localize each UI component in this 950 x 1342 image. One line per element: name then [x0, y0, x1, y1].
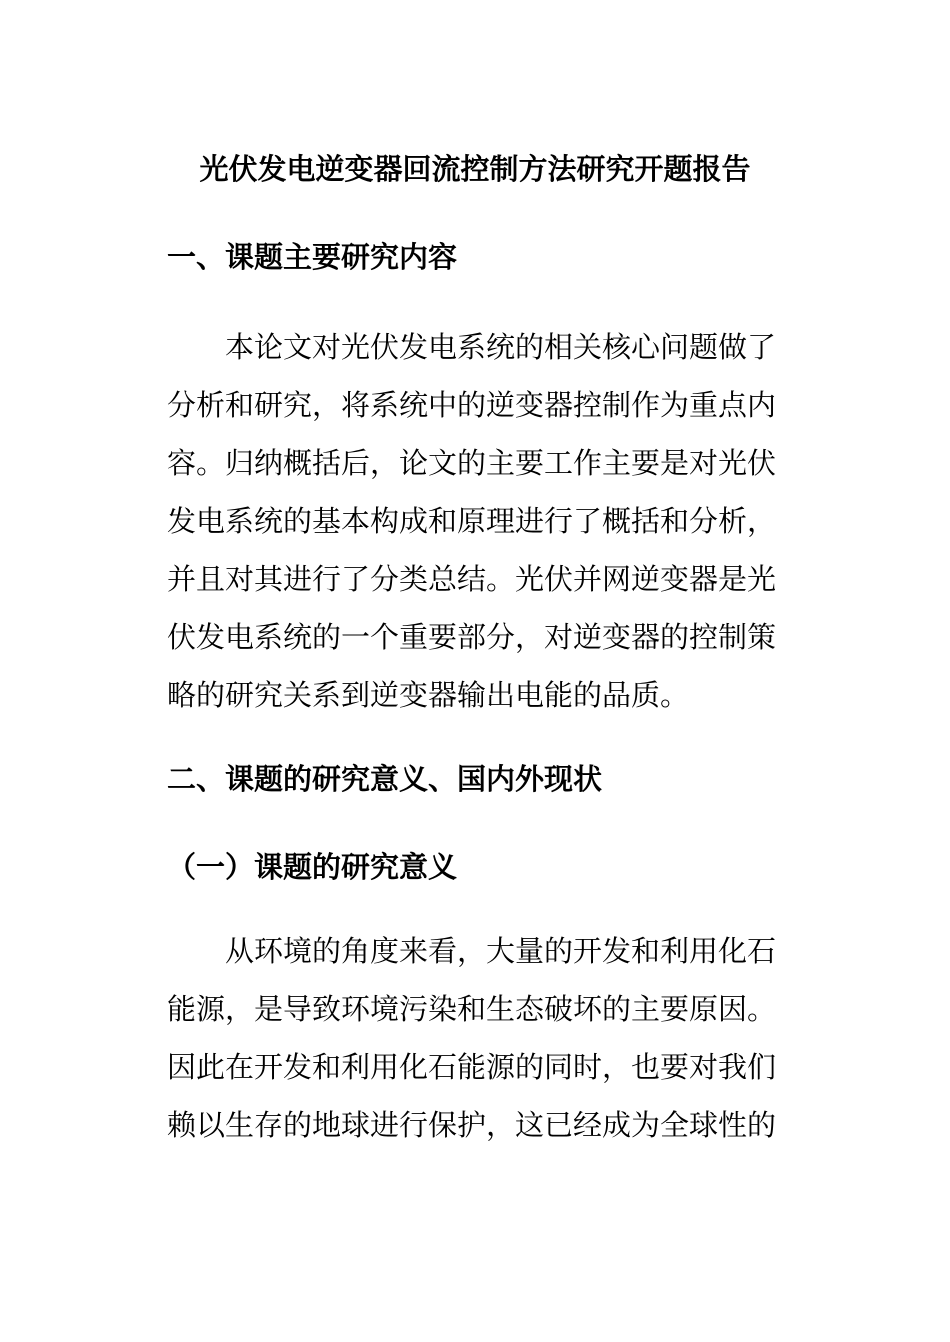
section-heading-research-content: 一、课题主要研究内容: [167, 240, 458, 274]
subsection-heading-significance: （一）课题的研究意义: [167, 850, 458, 884]
paragraph-line: 伏发电系统的一个重要部分，对逆变器的控制策: [167, 620, 777, 654]
paragraph-research-content: [167, 318, 787, 724]
paragraph-significance: [167, 922, 787, 1154]
paragraph-line: 容。归纳概括后，论文的主要工作主要是对光伏: [167, 446, 777, 480]
paragraph-line: 分析和研究，将系统中的逆变器控制作为重点内: [167, 388, 777, 422]
section-heading-significance-status: 二、课题的研究意义、国内外现状: [167, 762, 603, 796]
paragraph-line: 从环境的角度来看，大量的开发和利用化石: [225, 934, 777, 968]
paragraph-line: 因此在开发和利用化石能源的同时，也要对我们: [167, 1050, 777, 1084]
document-title: 光伏发电逆变器回流控制方法研究开题报告: [199, 152, 751, 186]
paragraph-line: 发电系统的基本构成和原理进行了概括和分析，: [167, 504, 777, 538]
paragraph-line: 略的研究关系到逆变器输出电能的品质。: [167, 678, 690, 712]
paragraph-line: 赖以生存的地球进行保护，这已经成为全球性的: [167, 1108, 777, 1142]
paragraph-line: 并且对其进行了分类总结。光伏并网逆变器是光: [167, 562, 777, 596]
paragraph-line: 本论文对光伏发电系统的相关核心问题做了: [225, 330, 777, 364]
paragraph-line: 能源，是导致环境污染和生态破坏的主要原因。: [167, 992, 777, 1026]
